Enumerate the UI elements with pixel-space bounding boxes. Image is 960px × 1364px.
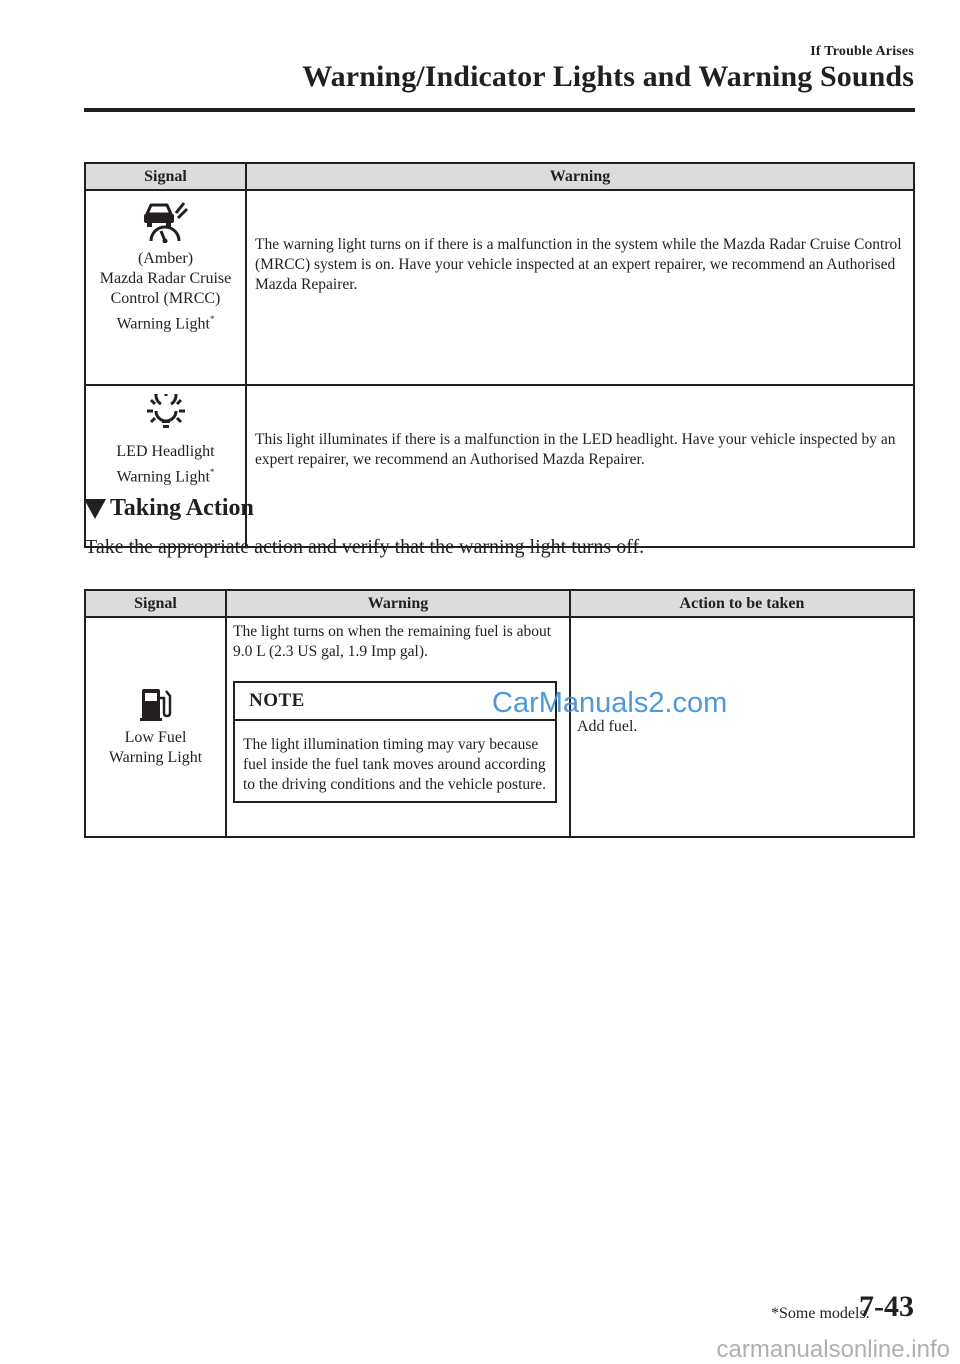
action-text: Add fuel. [570,617,914,837]
signal-line: LED Headlight [116,443,215,460]
triangle-down-icon [84,499,106,519]
warning-lights-table [84,162,915,548]
footnote-marker: * [209,467,215,477]
low-fuel-icon [139,686,173,722]
warning-cell [226,617,570,837]
signal-line: Control (MRCC) [110,290,221,307]
note-heading: NOTE [235,683,555,721]
signal-cell [85,617,226,837]
header-warning: Warning [246,163,914,190]
header-signal: Signal [85,590,226,617]
watermark: CarManuals2.com [492,687,728,719]
note-text: The light illumination timing may vary because fuel inside the fuel tank moves around according to the driving conditions and the vehicle posture. [243,736,547,793]
table-row [85,617,914,837]
signal-cell [85,385,246,547]
radar-cruise-control-warning-icon [141,199,191,243]
signal-cell [85,190,246,385]
table-row [85,190,914,385]
taking-action-heading [84,495,254,522]
header-action: Action to be taken [570,590,914,617]
footnote-marker: * [209,314,215,324]
title-rule [84,108,915,112]
warning-text: This light illuminates if there is a malfunction in the LED headlight. Have your vehicle inspected by an expert repairer, we recommend an Authorised Mazda Repairer. [246,385,914,547]
led-headlight-warning-icon [143,394,189,436]
taking-action-title: Taking Action [110,495,254,521]
signal-line: Warning Light [116,468,210,486]
footer-site-watermark: carmanualsonline.info [716,1336,950,1363]
signal-line: Mazda Radar Cruise [99,270,232,287]
signal-line: (Amber) [137,250,194,267]
page-number: 7-43 [859,1290,914,1323]
footnote: *Some models. [771,1305,870,1322]
warning-text: The light turns on when the remaining fuel is about 9.0 L (2.3 US gal, 1.9 Imp gal). [233,623,552,660]
page-title: Warning/Indicator Lights and Warning Sounds [302,60,914,93]
section-label: If Trouble Arises [810,44,914,59]
signal-line: Warning Light [116,315,210,333]
header-warning: Warning [226,590,570,617]
signal-line: Low Fuel [124,729,187,746]
table-row [85,385,914,547]
header-signal: Signal [85,163,246,190]
signal-line: Warning Light [108,749,203,766]
taking-action-intro: Take the appropriate action and verify that the warning light turns off. [85,536,645,558]
warning-text: The warning light turns on if there is a malfunction in the system while the Mazda Radar Cruise Control (MRCC) system is on. Have your vehicle inspected at an expert repairer, we recommend an Authorised Mazda Repairer. [246,190,914,385]
